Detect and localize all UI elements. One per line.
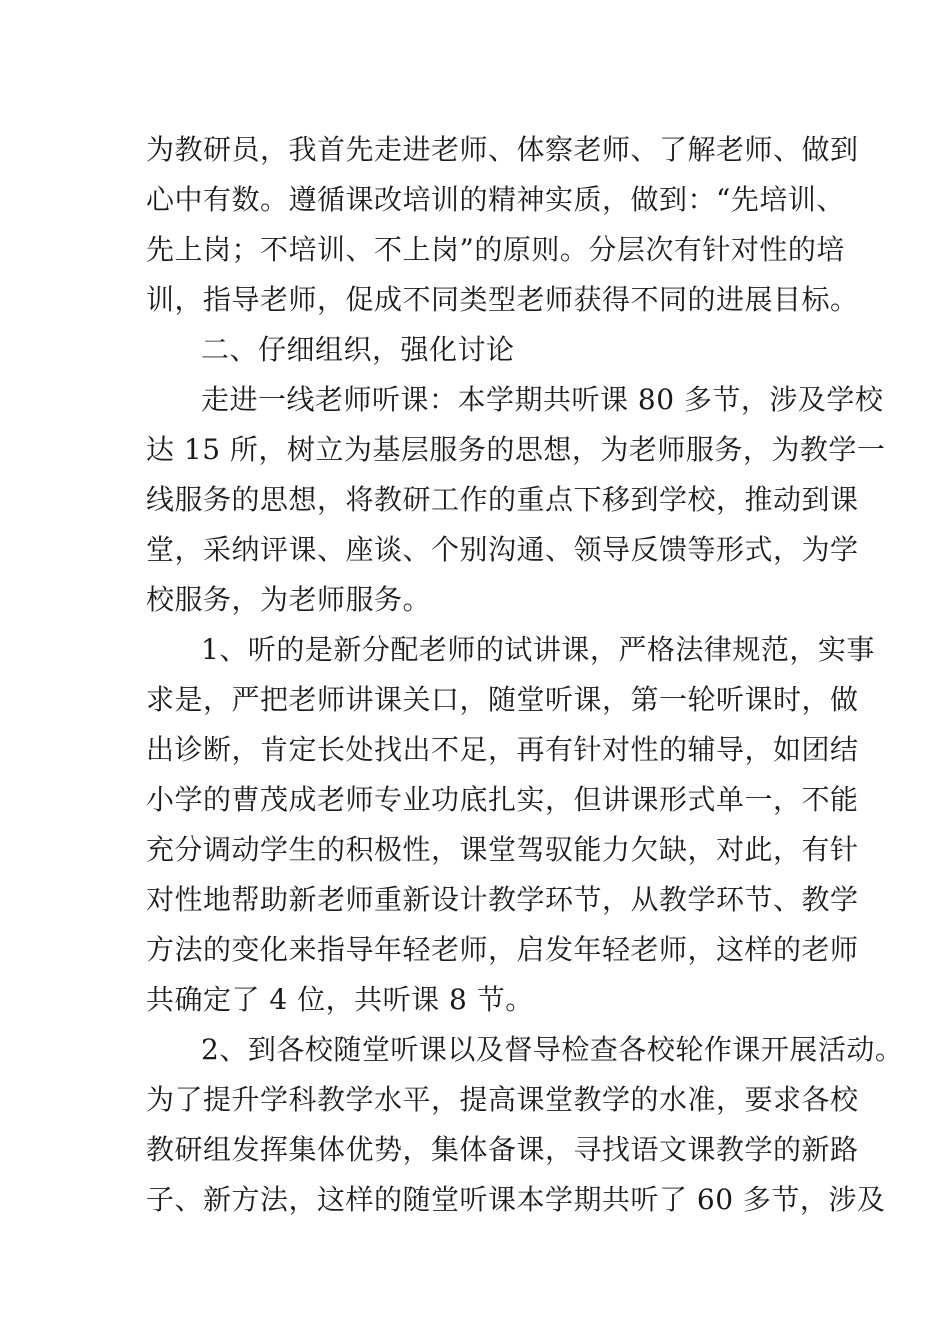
paragraph-line: 1、听的是新分配老师的试讲课，严格法律规范，实事 — [201, 633, 875, 666]
paragraph-line: 走进一线老师听课：本学期共听课 80 多节，涉及学校 — [201, 383, 884, 416]
section-heading: 二、仔细组织，强化讨论 — [201, 333, 515, 366]
paragraph-line: 为了提升学科教学水平，提高课堂教学的水准，要求各校 — [146, 1083, 859, 1116]
paragraph-line: 对性地帮助新老师重新设计教学环节，从教学环节、教学 — [146, 883, 859, 916]
paragraph-line: 训，指导老师，促成不同类型老师获得不同的进展目标。 — [146, 283, 859, 316]
paragraph-line: 方法的变化来指导年轻老师，启发年轻老师，这样的老师 — [146, 933, 859, 966]
paragraph-line: 线服务的思想，将教研工作的重点下移到学校，推动到课 — [146, 483, 859, 516]
paragraph-line: 小学的曹茂成老师专业功底扎实，但讲课形式单一，不能 — [146, 783, 859, 816]
paragraph-line: 出诊断，肯定长处找出不足，再有针对性的辅导，如团结 — [146, 733, 859, 766]
paragraph-line: 堂，采纳评课、座谈、个别沟通、领导反馈等形式，为学 — [146, 533, 859, 566]
paragraph-line: 子、新方法，这样的随堂听课本学期共听了 60 多节，涉及 — [146, 1183, 886, 1216]
paragraph-line: 为教研员，我首先走进老师、体察老师、了解老师、做到 — [146, 133, 859, 166]
paragraph-line: 求是，严把老师讲课关口，随堂听课，第一轮听课时，做 — [146, 683, 859, 716]
paragraph-line: 先上岗；不培训、不上岗”的原则。分层次有针对性的培 — [146, 233, 845, 266]
paragraph-line: 共确定了 4 位，共听课 8 节。 — [146, 983, 534, 1016]
paragraph-line: 教研组发挥集体优势，集体备课，寻找语文课教学的新路 — [146, 1133, 859, 1166]
paragraph-line: 校服务，为老师服务。 — [146, 583, 432, 616]
paragraph-line: 达 15 所，树立为基层服务的思想，为老师服务，为教学一 — [146, 433, 886, 466]
paragraph-line: 2、到各校随堂听课以及督导检查各校轮作课开展活动。 — [201, 1033, 904, 1066]
paragraph-line: 充分调动学生的积极性，课堂驾驭能力欠缺，对此，有针 — [146, 833, 859, 866]
paragraph-line: 心中有数。遵循课改培训的精神实质，做到：“先培训、 — [146, 183, 845, 216]
